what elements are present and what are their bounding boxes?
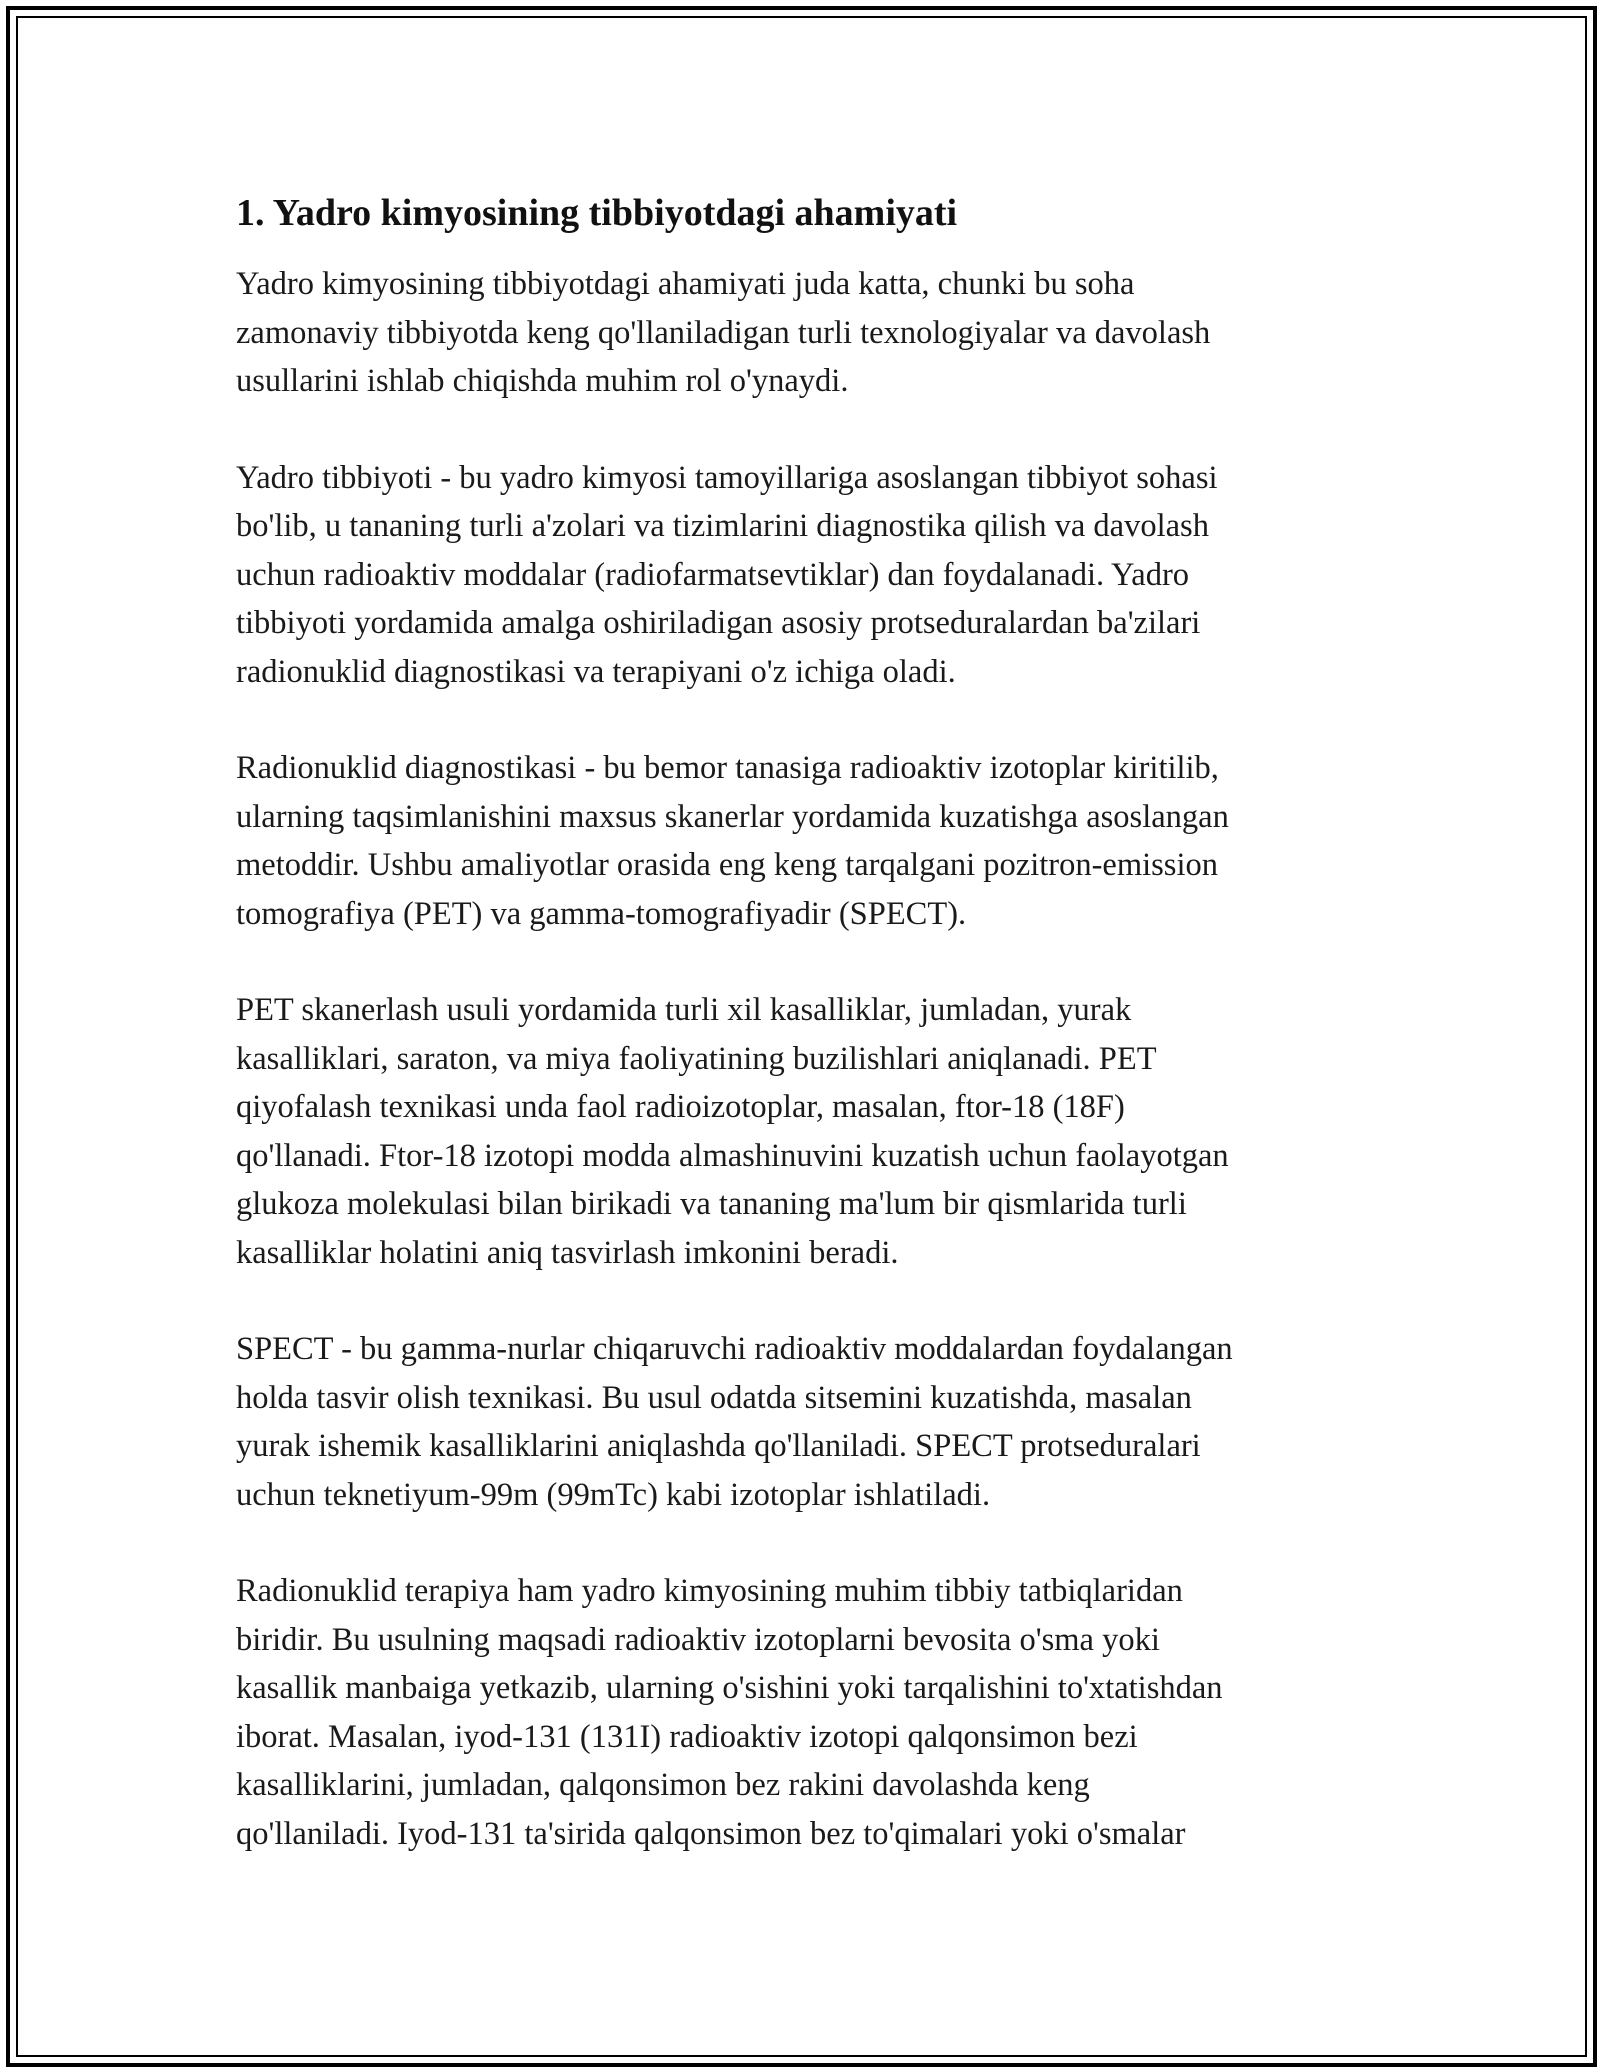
text-line: metoddir. Ushbu amaliyotlar orasida eng keng tarqalgani pozitron-emission [236, 847, 1218, 883]
paragraph-nuclear-medicine [236, 454, 1366, 697]
text-line: usullarini ishlab chiqishda muhim rol o'ynaydi. [236, 363, 849, 399]
text-line: Radionuklid diagnostikasi - bu bemor tanasiga radioaktiv izotoplar kiritilib, [236, 750, 1219, 786]
text-line: uchun radioaktiv moddalar (radiofarmatsevtiklar) dan foydalanadi. Yadro [236, 556, 1190, 593]
paragraph-radionuclide-diagnostics [236, 744, 1366, 938]
document-body [236, 186, 1366, 1906]
section-heading: 1. Yadro kimyosining tibbiyotdagi ahamiyati [236, 192, 958, 234]
text-line: tomografiya (PET) va gamma-tomografiyadir (SPECT). [236, 895, 967, 932]
text-line: ularning taqsimlanishini maxsus skanerlar yordamida kuzatishga asoslangan [236, 798, 1229, 835]
text-line: yurak ishemik kasalliklarini aniqlashda qo'llaniladi. SPECT protseduralari [236, 1428, 1201, 1464]
text-line: holda tasvir olish texnikasi. Bu usul odatda sitsemini kuzatishda, masalan [236, 1379, 1192, 1416]
text-line: SPECT - bu gamma-nurlar chiqaruvchi radioaktiv moddalardan foydalangan [236, 1331, 1233, 1367]
text-line: PET skanerlash usuli yordamida turli xil kasalliklar, jumladan, yurak [236, 992, 1132, 1028]
text-line: radionuklid diagnostikasi va terapiyani o'z ichiga oladi. [236, 653, 956, 690]
text-line: kasallik manbaiga yetkazib, ularning o'sishini yoki tarqalishini to'xtatishdan [236, 1670, 1223, 1706]
text-line: kasalliklari, saraton, va miya faoliyatining buzilishlari aniqlanadi. PET [236, 1040, 1157, 1077]
text-line: qiyofalash texnikasi unda faol radioizotoplar, masalan, ftor-18 (18F) [236, 1089, 1125, 1125]
text-line: glukoza molekulasi bilan birikadi va tananing ma'lum bir qismlarida turli [236, 1186, 1187, 1222]
text-line: biridir. Bu usulning maqsadi radioaktiv izotoplarni bevosita o'sma yoki [236, 1621, 1160, 1658]
paragraph-radionuclide-therapy [236, 1567, 1366, 1858]
text-line: qo'llaniladi. Iyod-131 ta'sirida qalqonsimon bez to'qimalari yoki o'smalar [236, 1815, 1186, 1852]
text-line: Yadro kimyosining tibbiyotdagi ahamiyati juda katta, chunki bu soha [236, 266, 1135, 302]
text-line: kasalliklarini, jumladan, qalqonsimon bez rakini davolashda keng [236, 1767, 1090, 1803]
text-line: iborat. Masalan, iyod-131 (131I) radioaktiv izotopi qalqonsimon bezi [236, 1718, 1138, 1755]
text-line: bo'lib, u tananing turli a'zolari va tizimlarini diagnostika qilish va davolash [236, 508, 1209, 544]
text-line: tibbiyoti yordamida amalga oshiriladigan asosiy protseduralardan ba'zilari [236, 605, 1201, 641]
text-line: Yadro tibbiyoti - bu yadro kimyosi tamoyillariga asoslangan tibbiyot sohasi [236, 459, 1218, 496]
text-line: uchun teknetiyum-99m (99mTc) kabi izotoplar ishlatiladi. [236, 1476, 991, 1513]
text-line: zamonaviy tibbiyotda keng qo'llaniladigan turli texnologiyalar va davolash [236, 314, 1211, 351]
paragraph-intro [236, 260, 1366, 406]
text-line: kasalliklar holatini aniq tasvirlash imkonini beradi. [236, 1234, 899, 1271]
text-line: qo'llanadi. Ftor-18 izotopi modda almashinuvini kuzatish uchun faolayotgan [236, 1137, 1229, 1174]
paragraph-spect [236, 1325, 1366, 1519]
text-line: Radionuklid terapiya ham yadro kimyosining muhim tibbiy tatbiqlaridan [236, 1573, 1183, 1609]
paragraph-pet [236, 986, 1366, 1277]
